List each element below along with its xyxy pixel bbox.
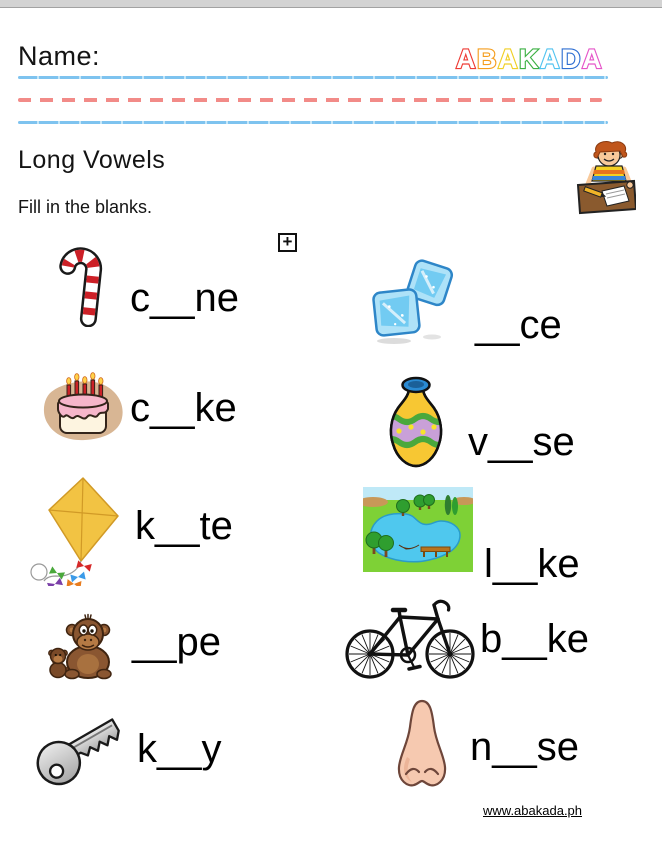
candy-cane-image: [52, 242, 112, 327]
logo-letter: A: [540, 44, 561, 74]
insert-placeholder-icon[interactable]: +: [278, 233, 297, 252]
logo-letter: D: [561, 44, 582, 74]
key-image: [28, 698, 130, 790]
vase-icon: [385, 372, 447, 469]
word-ape: __pe: [132, 620, 221, 664]
vase-image: [385, 372, 447, 469]
word-key: k__y: [137, 727, 222, 771]
word-cake: c__ke: [130, 386, 237, 430]
page-title: Long Vowels: [18, 146, 166, 174]
logo-letter: B: [477, 44, 498, 74]
word-lake: l__ke: [484, 542, 580, 586]
logo-letter: K: [519, 44, 540, 74]
writing-line-middle: [18, 98, 602, 102]
lake-image: [363, 487, 473, 572]
kite-image: [26, 476, 126, 586]
instruction-text: Fill in the blanks.: [18, 197, 153, 217]
word-cane: c__ne: [130, 276, 239, 320]
word-kite: k__te: [135, 504, 233, 548]
kite-icon: [26, 476, 126, 586]
boy-writing-image: [576, 139, 636, 218]
logo-letter: A: [456, 44, 477, 74]
birthday-cake-icon: [40, 360, 125, 444]
key-icon: [28, 698, 130, 790]
writing-line-bottom: [18, 121, 608, 124]
ape-image: [44, 612, 116, 680]
logo-letter: A: [582, 44, 603, 74]
logo-letter: A: [498, 44, 519, 74]
ice-cubes-image: [366, 258, 458, 346]
ice-cubes-icon: [366, 258, 458, 346]
bicycle-icon: [344, 597, 476, 681]
nose-icon: [392, 697, 452, 793]
candy-cane-icon: [52, 242, 112, 327]
word-vase: v__se: [468, 420, 575, 464]
abakada-logo: [456, 44, 603, 75]
window-top-bar: [0, 0, 662, 8]
boy-writing-icon: [576, 139, 636, 218]
name-label: Name:: [18, 41, 101, 71]
nose-image: [392, 697, 452, 793]
word-ice: __ce: [475, 303, 562, 347]
bicycle-image: [344, 597, 476, 681]
word-nose: n__se: [470, 725, 579, 769]
birthday-cake-image: [40, 360, 125, 444]
ape-icon: [44, 612, 116, 680]
writing-line-top: [18, 76, 608, 79]
word-bike: b__ke: [480, 617, 589, 661]
footer-website-link[interactable]: www.abakada.ph: [483, 803, 583, 818]
lake-icon: [363, 487, 473, 572]
